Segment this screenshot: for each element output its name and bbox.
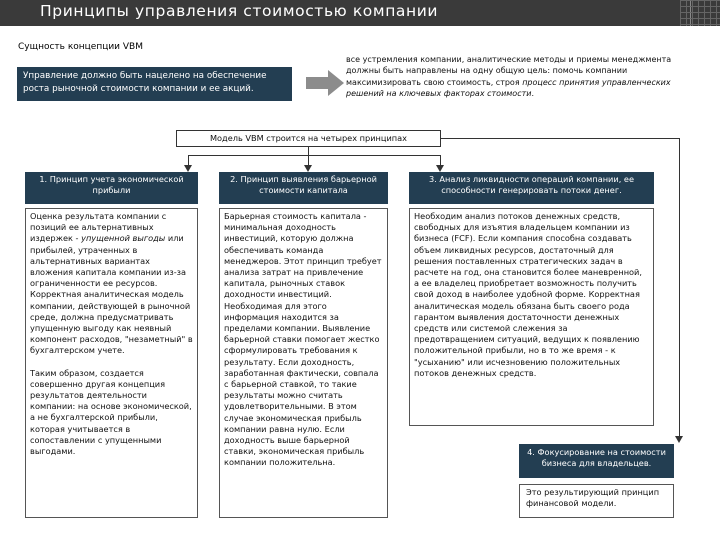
model-box	[176, 130, 441, 147]
connector-line	[188, 155, 440, 156]
decor-grid	[680, 0, 720, 26]
arrowhead-icon	[304, 165, 312, 172]
principle-2-text: Барьерная стоимость капитала - минимальная доходность инвестиций, которую должна обеспечивать команда менеджеров. Этот принцип требует анализа затрат на привлечение капитала, рыночных ставок доходности инвестиций. Необходимая для этого информация находится за пределами компании. Выявление барьерной ставки помогает жестко сформулировать требования к результату. Если доходность, заработанная фактически, совпала с барьерной ставкой, то такие результаты можно считать удовлетворительными. В этом случае экономическая прибыль компании равна нулю. Если доходность выше барьерной ставки, экономическая прибыль компании положительна.	[224, 211, 382, 468]
principle-2-body	[219, 208, 388, 518]
connector-line	[308, 147, 309, 155]
slide-subtitle: Сущность концепции VBM	[18, 42, 143, 52]
title-bar	[0, 0, 720, 26]
principle-1-text	[30, 211, 193, 357]
principle-3-header	[409, 172, 654, 204]
principle-1-conclusion: Таким образом, создается совершенно другая концепция результатов деятельности компании: на основе экономической, а не бухгалтерской прибыли, которая учитывается в сопоставлении с упущенными выгодами.	[30, 367, 192, 457]
principle-3-body	[409, 208, 654, 426]
principle-1-text-a: Оценка результата компании с позиций ее альтернативных издержек -	[30, 211, 167, 244]
connector-line	[679, 138, 680, 438]
vbm-description	[346, 54, 686, 100]
principle-1-title: 1. Принцип учета экономической прибыли	[39, 174, 184, 196]
connector-line	[441, 138, 679, 139]
principle-2-header	[219, 172, 388, 204]
principle-1-text-italic: упущенной выгоды	[81, 233, 166, 244]
vbm-statement: Управление должно быть нацелено на обеспечение роста рыночной стоимости компании и ее акций.	[23, 71, 267, 94]
connector-line	[188, 155, 189, 165]
connector-line	[308, 155, 309, 165]
principle-1-text-b: или прибылей, утраченных в альтернативных вариантах вложения капитала компании из-за ограниченности ее ресурсов. Корректная аналитическая модель компании, действующей в рыночной среде, должна предусматривать упущенную выгоду как неявный компонент расходов, "незаметный" в бухгалтерском учете.	[30, 233, 193, 356]
connector-line	[109, 147, 634, 148]
vbm-desc-text: все устремления компании, аналитические методы и приемы менеджмента должны быть направлены на одну общую цель: помочь компании максимизировать свою стоимость, строя	[346, 55, 672, 87]
vbm-statement-box	[17, 67, 292, 101]
right-arrow-icon	[306, 70, 344, 96]
connector-line	[440, 155, 441, 165]
vbm-desc-end: .	[531, 89, 534, 99]
principle-4-header	[519, 444, 674, 478]
model-label: Модель VBM строится на четырех принципах	[209, 133, 407, 143]
principle-4-body	[519, 484, 674, 518]
vbm-desc-italic: процесс принятия управленческих решений на ключевых факторах стоимости	[346, 77, 671, 99]
principle-1-body	[25, 208, 198, 518]
arrowhead-icon	[675, 436, 683, 443]
principle-3-title: 3. Анализ ликвидности операций компании, ее способности генерировать потоки денег.	[429, 174, 634, 196]
principle-3-text: Необходим анализ потоков денежных средств, свободных для изъятия владельцем компании из бизнеса (FCF). Если компания способна создавать объем ликвидных ресурсов, достаточный для решения поставленных стратегических задач в расчете на год, она становится более маневренной, а ее владелец приобретает возможность получить свой доход в наиболее удобной форме. Корректная аналитическая модель обязана быть своего рода гарантом выявления достаточности денежных средств или системой слежения за предотвращением ситуаций, ведущих к появлению положительной прибыли, но в то же время - к "усыханию" или исчезновению положительных потоков денежных средств.	[414, 211, 642, 378]
arrowhead-icon	[436, 165, 444, 172]
slide-title: Принципы управления стоимостью компании	[40, 2, 439, 20]
arrowhead-icon	[184, 165, 192, 172]
principle-4-text: Это результирующий принцип финансовой модели.	[526, 487, 660, 509]
principle-4-title: 4. Фокусирование на стоимости бизнеса для владельцев.	[527, 447, 666, 469]
principle-2-title: 2. Принцип выявления барьерной стоимости капитала	[230, 174, 377, 196]
principle-1-header	[25, 172, 198, 204]
